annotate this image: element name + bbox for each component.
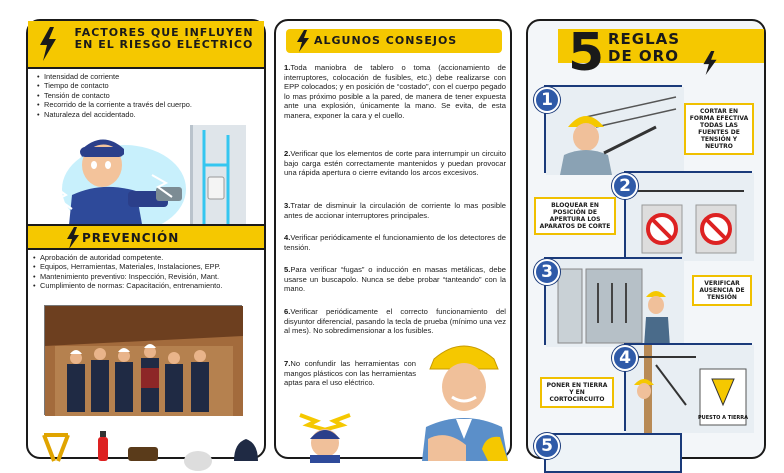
rule-1-illustration	[544, 85, 682, 173]
list-item: • Tensión de contacto	[36, 91, 264, 100]
rule-4-text: PONER EN TIERRA Y EN CORTOCIRCUITO	[540, 377, 614, 408]
tip-item: 3.Tratar de disminuir la circulación de corriente lo mas posible antes de accionar interruptores principales.	[284, 201, 506, 220]
prevention-list	[32, 253, 264, 291]
list-item: • Tiempo de contacto	[36, 81, 264, 90]
list-item: • Cumplimiento de normas: Capacitación, entrenamiento.	[32, 281, 264, 290]
rule-3-illustration	[544, 257, 682, 345]
rule-1-number: 1	[534, 87, 560, 113]
rule-4-illustration	[624, 343, 752, 431]
rule-2-text: BLOQUEAR EN POSICIÓN DE APERTURA LOS APARATOS DE CORTE	[534, 197, 616, 235]
list-item: • Aprobación de autoridad competente.	[32, 253, 264, 262]
cartoon-electrician-illustration	[290, 401, 360, 461]
rule-2-illustration	[624, 171, 752, 259]
tip-item: 1.Toda maniobra de tablero o toma (accionamiento de interruptores, colocación de fusibles, etc.) debe realizarse con EPP colocados; y en posición de “costado”, con el cuerpo pegado lo mas próximo posible a la pared, de manera de tener expuesta ante una explosión, únicamente la mano. Se evita, de esta manera, exponer la cara y el cuello.	[284, 63, 506, 120]
tip-item: 2.Verificar que los elementos de corte para interrumpir un circuito bajo carga estén correctamente mantenidos y puedan provocar una rápida apertura o cierre evitando los arcos excesivos.	[284, 149, 506, 178]
lightning-bolt-icon	[66, 227, 80, 249]
list-item: • Equipos, Herramientas, Materiales, Instalaciones, EPP.	[32, 262, 264, 271]
risk-factors-header	[28, 21, 264, 69]
rule-5-number: 5	[534, 433, 560, 459]
safety-tips-panel	[274, 19, 512, 459]
tip-item: 7.No confundir las herramientas con mangos plásticos con las herramientas aptas para el uso eléctrico.	[284, 359, 416, 388]
rule-3-number: 3	[534, 259, 560, 285]
rule-4-number: 4	[612, 345, 638, 371]
prevention-title: PREVENCIÓN	[82, 231, 180, 245]
list-item: • Recorrido de la corriente a través del cuerpo.	[36, 100, 264, 109]
golden-rules-panel	[526, 19, 766, 459]
team-photo	[44, 305, 242, 415]
rule-3-text: VERIFICAR AUSENCIA DE TENSIÓN	[692, 275, 752, 306]
lightning-bolt-icon	[296, 30, 310, 52]
safety-tips-header	[286, 29, 502, 53]
ground-sign-text: PUESTO A TIERRA	[697, 415, 749, 421]
list-item: • Naturaleza del accidentado.	[36, 110, 264, 119]
golden-rules-header	[528, 21, 764, 83]
safety-equipment-illustration	[38, 425, 258, 461]
rule-5-illustration	[544, 433, 682, 473]
risk-factors-panel	[26, 19, 266, 459]
list-item: • Mantenimiento preventivo: Inspección, Revisión, Mant.	[32, 272, 264, 281]
risk-factors-list	[36, 72, 264, 119]
five-numeral: 5	[568, 23, 605, 83]
risk-factors-title: FACTORES QUE INFLUYEN EN EL RIESGO ELÉCTRICO	[74, 26, 254, 51]
list-item: • Intensidad de corriente	[36, 72, 264, 81]
lightning-bolt-icon	[38, 27, 58, 61]
golden-rules-title: REGLAS DE ORO	[608, 30, 681, 65]
rule-1-text: CORTAR EN FORMA EFECTIVA TODAS LAS FUENTES DE TENSIÓN Y NEUTRO	[684, 103, 754, 155]
tip-item: 5.Para verificar “fugas” o inducción en masas metálicas, debe usarse un buscapolo. Nunca se debe probar “tanteando” con la mano.	[284, 265, 506, 294]
rule-2-number: 2	[612, 173, 638, 199]
worker-with-helmet-illustration	[416, 339, 512, 461]
lightning-bolt-icon	[702, 51, 718, 75]
safety-tips-title: ALGUNOS CONSEJOS	[314, 34, 458, 47]
prevention-header	[28, 224, 264, 250]
tip-item: 4.Verificar periódicamente el funcionamiento de los detectores de tensión.	[284, 233, 506, 252]
tip-item: 6.Verificar periódicamente el correcto funcionamiento del disyuntor diferencial, pasando la tecla de prueba (mínimo una vez al mes). No sobredimensionar a los fusibles.	[284, 307, 506, 336]
